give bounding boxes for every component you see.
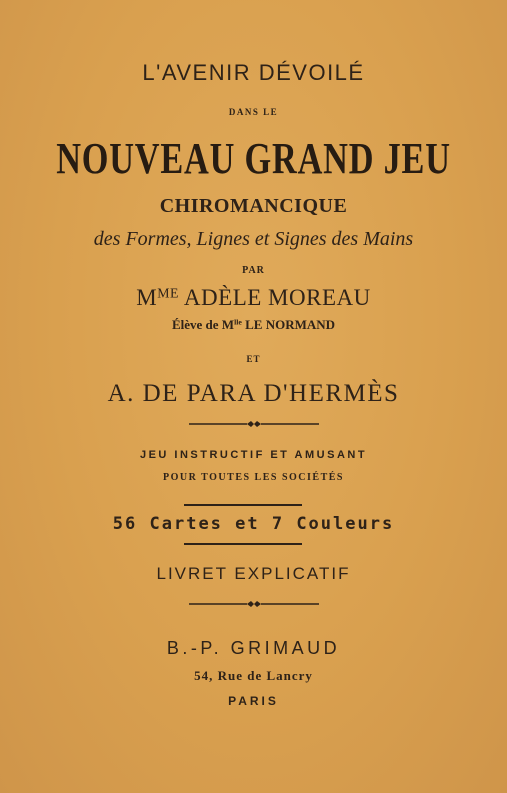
cards-count: 56 Cartes et 7 Couleurs	[112, 514, 395, 534]
author-1-prefix: M	[136, 285, 158, 310]
author-1	[0, 285, 507, 311]
description-line-2: POUR TOUTES LES SOCIÉTÉS	[163, 472, 344, 483]
et-label: ET	[246, 354, 261, 364]
author-2: A. DE PARA D'HERMÈS	[107, 380, 400, 407]
booklet-label: LIVRET EXPLICATIF	[156, 564, 351, 583]
author-1-note-text: Élève de M	[171, 317, 235, 332]
author-1-note-sup: lle	[234, 317, 242, 327]
author-1-note-name: LE NORMAND	[245, 317, 336, 332]
main-title: NOUVEAU GRAND JEU	[56, 134, 451, 183]
author-1-prefix-sup: ME	[157, 285, 179, 301]
rule-above-cards	[184, 504, 302, 506]
publisher-name: B.-P. GRIMAUD	[166, 638, 341, 658]
title-top-line: L'AVENIR DÉVOILÉ	[142, 60, 365, 85]
publisher-city: PARIS	[228, 694, 279, 708]
author-1-name: ADÈLE MOREAU	[183, 285, 371, 310]
rule-below-cards	[184, 543, 302, 545]
dans-le-label: DANS LE	[228, 107, 279, 117]
publisher-address: 54, Rue de Lancry	[194, 668, 313, 683]
description-line-1: JEU INSTRUCTIF ET AMUSANT	[139, 449, 368, 461]
par-label: PAR	[242, 265, 265, 276]
subtitle: CHIROMANCIQUE	[159, 195, 348, 217]
ornament-divider-2	[0, 599, 507, 609]
author-1-note	[0, 317, 507, 333]
tagline: des Formes, Lignes et Signes des Mains	[93, 228, 414, 250]
ornament-divider-1	[0, 419, 507, 429]
